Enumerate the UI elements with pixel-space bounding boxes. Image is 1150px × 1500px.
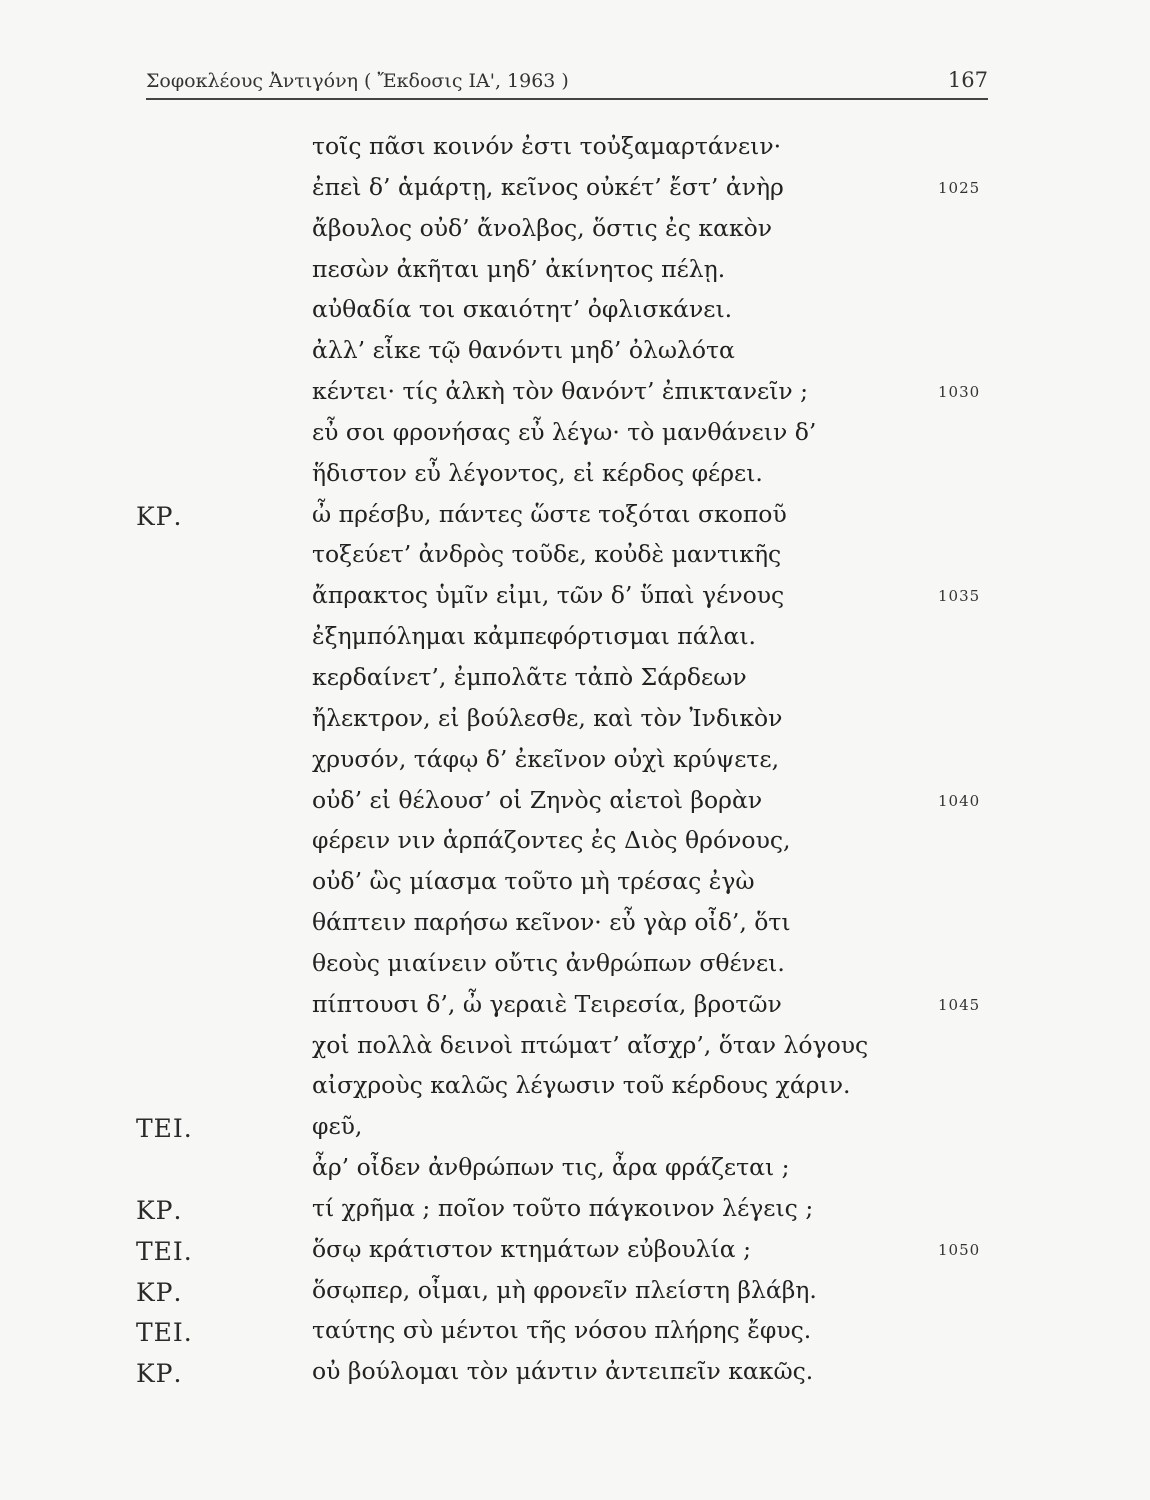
verse-line	[0, 902, 1150, 943]
line-number: 1025	[938, 178, 981, 197]
verse-text: τοξεύετ’ ἀνδρὸς τοῦδε, κοὐδὲ μαντικῆς	[312, 540, 782, 569]
page-number: 167	[947, 68, 988, 92]
verse-line	[0, 1147, 1150, 1188]
speaker-label: ΤΕΙ.	[136, 1114, 193, 1144]
verse-line	[0, 371, 1150, 412]
verse-text: ἥδιστον εὖ λέγοντος, εἰ κέρδος φέρει.	[312, 458, 763, 487]
verse-line	[0, 943, 1150, 984]
verse-text: θεοὺς μιαίνειν οὔτις ἀνθρώπων σθένει.	[312, 948, 785, 977]
verse-line	[0, 249, 1150, 290]
speaker-label: ΤΕΙ.	[136, 1318, 193, 1348]
verse-line	[0, 1065, 1150, 1106]
verse-text: κερδαίνετ’, ἐμπολᾶτε τἀπὸ Σάρδεων	[312, 662, 747, 691]
verse-line	[0, 289, 1150, 330]
verse-line	[0, 1025, 1150, 1066]
verse-line	[0, 1106, 1150, 1147]
line-number: 1030	[938, 383, 981, 402]
verse-text: κέντει· τίς ἀλκὴ τὸν θανόντ’ ἐπικτανεῖν ;	[312, 377, 809, 406]
verse-text: ὅσῳπερ, οἶμαι, μὴ φρονεῖν πλείστη βλάβη.	[312, 1275, 817, 1304]
verse-line	[0, 1229, 1150, 1270]
line-number: 1035	[938, 587, 981, 606]
verse-text: πίπτουσι δ’, ὦ γεραιὲ Τειρεσία, βροτῶν	[312, 989, 782, 1018]
running-header	[146, 66, 988, 100]
verse-line	[0, 494, 1150, 535]
verse-text: τοῖς πᾶσι κοινόν ἐστι τοὐξαμαρτάνειν·	[312, 132, 782, 160]
verse-line	[0, 167, 1150, 208]
verse-text: ἐξημπόλημαι κἀμπεφόρτισμαι πάλαι.	[312, 622, 757, 651]
verse-text: ἄβουλος οὐδ’ ἄνολβος, ὅστις ἐς κακὸν	[312, 213, 773, 242]
verse-text: οὐδ’ ὣς μίασμα τοῦτο μὴ τρέσας ἐγὼ	[312, 867, 755, 896]
verse-text: φέρειν νιν ἁρπάζοντες ἐς Διὸς θρόνους,	[312, 826, 791, 855]
verse-line	[0, 657, 1150, 698]
verse-text: οὐδ’ εἰ θέλουσ’ οἱ Ζηνὸς αἰετοὶ βορὰν	[312, 785, 763, 814]
verse-line	[0, 126, 1150, 167]
verse-text: ἐπεὶ δ’ ἁμάρτῃ, κεῖνος οὐκέτ’ ἔστ’ ἀνὴρ	[312, 172, 784, 201]
verse-line	[0, 698, 1150, 739]
verse-line	[0, 534, 1150, 575]
verse-text: ἤλεκτρον, εἰ βούλεσθε, καὶ τὸν Ἰνδικὸν	[312, 703, 783, 732]
verse-block	[0, 126, 1150, 1392]
verse-text: ὦ πρέσβυ, πάντες ὥστε τοξόται σκοποῦ	[312, 499, 787, 528]
verse-line	[0, 861, 1150, 902]
verse-text: τί χρῆμα ; ποῖον τοῦτο πάγκοινον λέγεις ;	[312, 1193, 814, 1222]
speaker-label: ΚΡ.	[136, 501, 183, 531]
verse-text: αἰσχροὺς καλῶς λέγωσιν τοῦ κέρδους χάριν.	[312, 1071, 851, 1100]
running-title: Σοφοκλέους Ἀντιγόνη ( Ἔκδοσις ΙΑ', 1963 )	[146, 70, 569, 92]
verse-line	[0, 1351, 1150, 1392]
line-number: 1050	[938, 1240, 981, 1259]
verse-line	[0, 412, 1150, 453]
verse-text: ἀλλ’ εἶκε τῷ θανόντι μηδ’ ὀλωλότα	[312, 336, 735, 365]
verse-text: εὖ σοι φρονήσας εὖ λέγω· τὸ μανθάνειν δ’	[312, 417, 817, 446]
verse-text: ὅσῳ κράτιστον κτημάτων εὐβουλία ;	[312, 1234, 752, 1263]
verse-line	[0, 1188, 1150, 1229]
speaker-label: ΚΡ.	[136, 1277, 183, 1307]
verse-line	[0, 739, 1150, 780]
verse-line	[0, 1310, 1150, 1351]
verse-text: ἆρ’ οἶδεν ἀνθρώπων τις, ἆρα φράζεται ;	[312, 1153, 790, 1182]
verse-line	[0, 984, 1150, 1025]
verse-text: ταύτης σὺ μέντοι τῆς νόσου πλήρης ἔφυς.	[312, 1316, 812, 1345]
line-number: 1040	[938, 791, 981, 810]
verse-line	[0, 616, 1150, 657]
verse-line	[0, 453, 1150, 494]
speaker-label: ΚΡ.	[136, 1195, 183, 1225]
line-number: 1045	[938, 995, 981, 1014]
verse-line	[0, 575, 1150, 616]
speaker-label: ΤΕΙ.	[136, 1236, 193, 1266]
verse-line	[0, 820, 1150, 861]
verse-text: χρυσόν, τάφῳ δ’ ἐκεῖνον οὐχὶ κρύψετε,	[312, 744, 780, 773]
verse-text: πεσὼν ἀκῆται μηδ’ ἀκίνητος πέλῃ.	[312, 254, 726, 283]
verse-line	[0, 330, 1150, 371]
speaker-label: ΚΡ.	[136, 1359, 183, 1389]
verse-line	[0, 208, 1150, 249]
verse-line	[0, 780, 1150, 821]
verse-text: ἄπρακτος ὑμῖν εἰμι, τῶν δ’ ὕπαὶ γένους	[312, 581, 785, 610]
verse-text: χοἱ πολλὰ δεινοὶ πτώματ’ αἴσχρ’, ὅταν λόγους	[312, 1030, 869, 1059]
verse-line	[0, 1270, 1150, 1311]
verse-text: αὐθαδία τοι σκαιότητ’ ὀφλισκάνει.	[312, 295, 733, 324]
verse-text: θάπτειν παρήσω κεῖνον· εὖ γὰρ οἶδ’, ὅτι	[312, 908, 791, 937]
verse-text: οὐ βούλομαι τὸν μάντιν ἀντειπεῖν κακῶς.	[312, 1357, 814, 1386]
verse-text: φεῦ,	[312, 1112, 363, 1141]
